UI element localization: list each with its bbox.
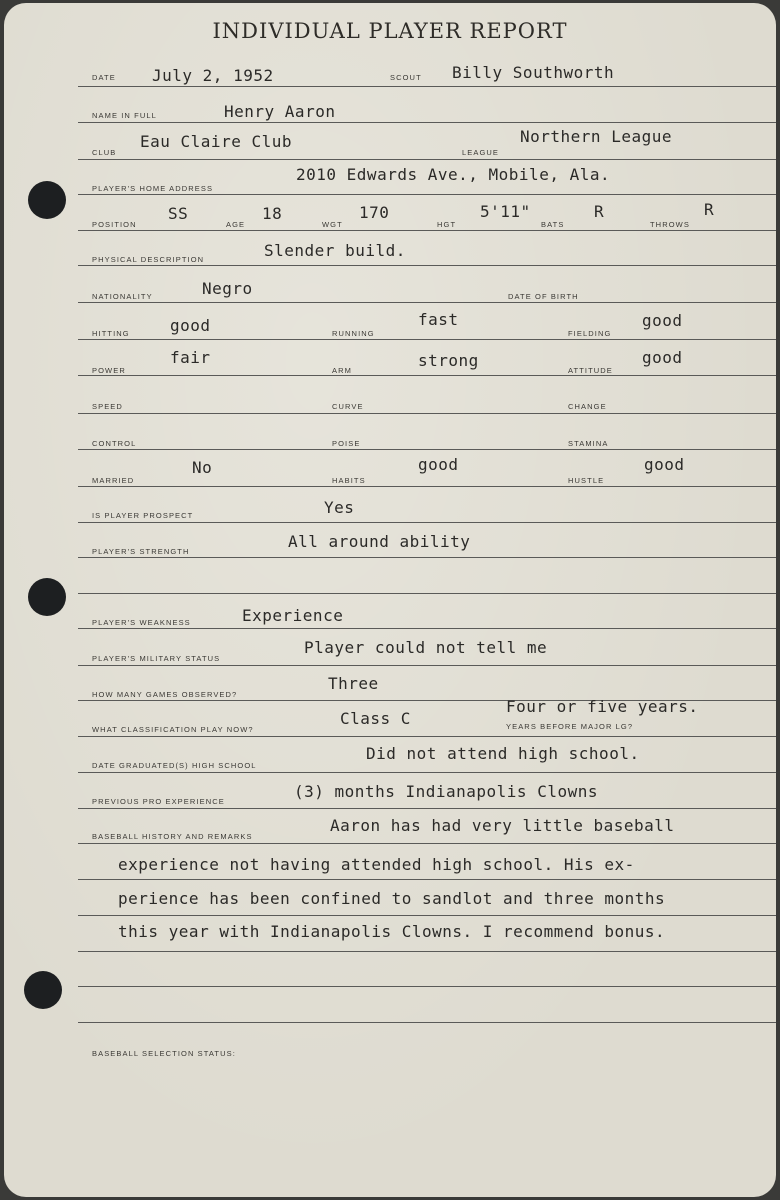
label-league: LEAGUE bbox=[462, 148, 500, 157]
rule bbox=[78, 879, 776, 880]
label-date: DATE bbox=[92, 73, 116, 82]
label-poise: POISE bbox=[332, 439, 361, 448]
value-age: 18 bbox=[262, 204, 283, 223]
label-address: PLAYER'S HOME ADDRESS bbox=[92, 184, 214, 193]
label-speed: SPEED bbox=[92, 402, 123, 411]
value-games: Three bbox=[328, 674, 379, 693]
value-strength: All around ability bbox=[288, 532, 471, 551]
label-years-before: YEARS BEFORE MAJOR LG? bbox=[506, 722, 634, 731]
rule bbox=[78, 951, 776, 952]
label-curve: CURVE bbox=[332, 402, 364, 411]
report-card bbox=[4, 3, 776, 1197]
value-years-before: Four or five years. bbox=[506, 697, 699, 716]
label-wgt: WGT bbox=[322, 220, 343, 229]
value-bats: R bbox=[594, 202, 605, 221]
value-history-line-1: Aaron has had very little baseball bbox=[330, 816, 675, 835]
label-habits: HABITS bbox=[332, 476, 366, 485]
value-nationality: Negro bbox=[202, 279, 253, 298]
value-club: Eau Claire Club bbox=[140, 132, 292, 151]
label-attitude: ATTITUDE bbox=[568, 366, 613, 375]
value-address: 2010 Edwards Ave., Mobile, Ala. bbox=[296, 165, 611, 184]
rule bbox=[78, 449, 776, 450]
value-fielding: good bbox=[642, 311, 683, 330]
label-dob: DATE OF BIRTH bbox=[508, 292, 579, 301]
rule bbox=[78, 665, 776, 666]
rule bbox=[78, 230, 776, 231]
label-power: POWER bbox=[92, 366, 126, 375]
value-previous: (3) months Indianapolis Clowns bbox=[294, 782, 598, 801]
value-attitude: good bbox=[642, 348, 683, 367]
label-games: HOW MANY GAMES OBSERVED? bbox=[92, 690, 238, 699]
label-classification: WHAT CLASSIFICATION PLAY NOW? bbox=[92, 725, 254, 734]
binder-hole bbox=[24, 971, 62, 1009]
label-fielding: FIELDING bbox=[568, 329, 612, 338]
label-club: CLUB bbox=[92, 148, 117, 157]
label-history: BASEBALL HISTORY AND REMARKS bbox=[92, 832, 253, 841]
label-age: AGE bbox=[226, 220, 246, 229]
label-hustle: HUSTLE bbox=[568, 476, 605, 485]
rule bbox=[78, 302, 776, 303]
label-running: RUNNING bbox=[332, 329, 375, 338]
label-name: NAME IN FULL bbox=[92, 111, 157, 120]
value-prospect: Yes bbox=[324, 498, 355, 517]
rule bbox=[78, 843, 776, 844]
rule bbox=[78, 265, 776, 266]
label-strength: PLAYER'S STRENGTH bbox=[92, 547, 190, 556]
value-league: Northern League bbox=[520, 127, 672, 146]
label-stamina: STAMINA bbox=[568, 439, 609, 448]
rule bbox=[78, 736, 776, 737]
value-habits: good bbox=[418, 455, 459, 474]
value-weakness: Experience bbox=[242, 606, 344, 625]
label-prospect: IS PLAYER PROSPECT bbox=[92, 511, 194, 520]
value-hitting: good bbox=[170, 316, 211, 335]
value-arm: strong bbox=[418, 351, 479, 370]
label-graduated: DATE GRADUATED(S) HIGH SCHOOL bbox=[92, 761, 257, 770]
rule bbox=[78, 413, 776, 414]
rule bbox=[78, 986, 776, 987]
label-nationality: NATIONALITY bbox=[92, 292, 153, 301]
label-previous: PREVIOUS PRO EXPERIENCE bbox=[92, 797, 225, 806]
rule bbox=[78, 915, 776, 916]
label-physical: PHYSICAL DESCRIPTION bbox=[92, 255, 205, 264]
label-position: POSITION bbox=[92, 220, 137, 229]
value-running: fast bbox=[418, 310, 459, 329]
value-throws: R bbox=[704, 200, 715, 219]
label-weakness: PLAYER'S WEAKNESS bbox=[92, 618, 191, 627]
rule bbox=[78, 86, 776, 87]
rule bbox=[78, 339, 776, 340]
rule bbox=[78, 628, 776, 629]
label-throws: THROWS bbox=[650, 220, 690, 229]
value-history-line-2: experience not having attended high school. His ex- bbox=[118, 855, 635, 874]
binder-hole bbox=[28, 578, 66, 616]
value-married: No bbox=[192, 458, 213, 477]
value-name: Henry Aaron bbox=[224, 102, 336, 121]
label-selection-status: BASEBALL SELECTION STATUS: bbox=[92, 1049, 236, 1058]
value-wgt: 170 bbox=[359, 203, 390, 222]
label-scout: SCOUT bbox=[390, 73, 422, 82]
value-history-line-4: this year with Indianapolis Clowns. I recommend bonus. bbox=[118, 922, 666, 941]
rule bbox=[78, 122, 776, 123]
label-military: PLAYER'S MILITARY STATUS bbox=[92, 654, 221, 663]
rule bbox=[78, 557, 776, 558]
label-arm: ARM bbox=[332, 366, 352, 375]
label-bats: BATS bbox=[541, 220, 565, 229]
rule bbox=[78, 808, 776, 809]
rule bbox=[78, 159, 776, 160]
rule bbox=[78, 1022, 776, 1023]
label-hitting: HITTING bbox=[92, 329, 130, 338]
value-scout: Billy Southworth bbox=[452, 63, 615, 82]
value-hgt: 5'11" bbox=[480, 202, 531, 221]
value-military: Player could not tell me bbox=[304, 638, 548, 657]
value-history-line-3: perience has been confined to sandlot and three months bbox=[118, 889, 666, 908]
rule bbox=[78, 593, 776, 594]
label-control: CONTROL bbox=[92, 439, 137, 448]
value-hustle: good bbox=[644, 455, 685, 474]
value-classification: Class C bbox=[340, 709, 411, 728]
rule bbox=[78, 375, 776, 376]
label-hgt: HGT bbox=[437, 220, 457, 229]
value-power: fair bbox=[170, 348, 211, 367]
rule bbox=[78, 522, 776, 523]
label-married: MARRIED bbox=[92, 476, 135, 485]
value-physical: Slender build. bbox=[264, 241, 406, 260]
rule bbox=[78, 486, 776, 487]
binder-hole bbox=[28, 181, 66, 219]
value-date: July 2, 1952 bbox=[152, 66, 274, 85]
value-graduated: Did not attend high school. bbox=[366, 744, 640, 763]
report-title: INDIVIDUAL PLAYER REPORT bbox=[212, 19, 568, 43]
label-change: CHANGE bbox=[568, 402, 607, 411]
rule bbox=[78, 772, 776, 773]
rule bbox=[78, 194, 776, 195]
value-position: SS bbox=[168, 204, 189, 223]
